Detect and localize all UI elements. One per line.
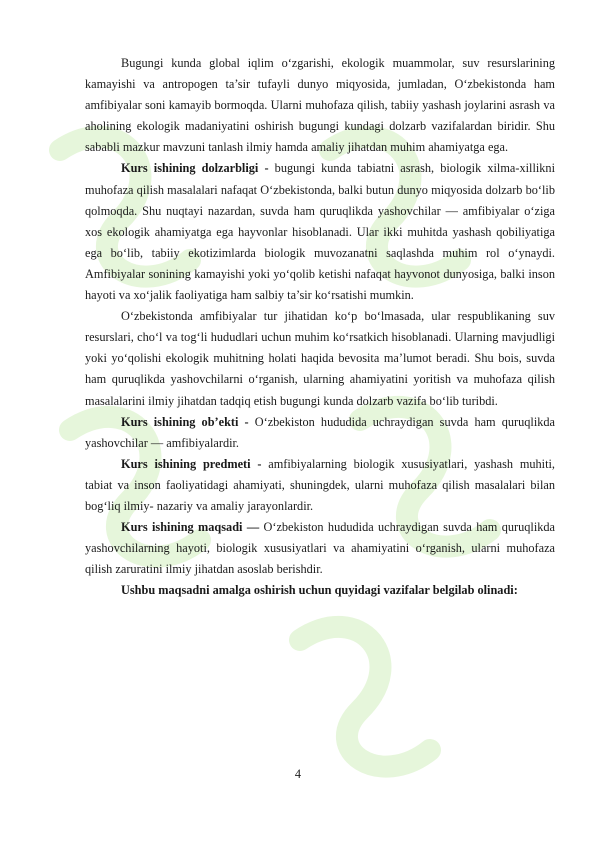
paragraph-text: O‘zbekiston hududida uchraydigan suvda ham quruqlikda yashovchilar — amfibiyalardir. xyxy=(85,414,555,450)
paragraph-lead: Kurs ishining dolzarbligi - xyxy=(121,161,269,176)
paragraph-lead: Kurs ishining ob’ekti - xyxy=(121,414,249,429)
paragraph-lead: Kurs ishining predmeti - xyxy=(121,456,262,471)
paragraph-text: Bugungi kunda global iqlim o‘zgarishi, ekologik muammolar, suv resurslarining kamayishi va antropogen ta’sir tufayli dunyo miqyosida, jumladan, O‘zbekistonda ham amfibiyalar soni kamayib bormoqda. Ularni muhofaza qilish, tabiiy yashash joylarini asrash va aholining ekologik madaniyatini oshirish bugungi kundagi dolzarb vazifalardan biridir. Shu sababli mazkur mavzuni tanlash ilmiy hamda amaliy jihatdan muhim ahamiyatga ega. xyxy=(85,56,555,155)
paragraph-lead: Kurs ishining maqsadi — xyxy=(121,520,260,535)
paragraph-text: O‘zbekiston hududida uchraydigan suvda ham quruqlikda yashovchilarning hayoti, biologik xususiyatlari va ahamiyatini o‘rganish, ularni muhofaza qilish zaruratini ilmiy jihatdan asoslab berishdir. xyxy=(85,520,555,577)
paragraph-tasks xyxy=(85,580,555,601)
paragraph-text: bugungi kunda tabiatni asrash, biologik xilma-xillikni muhofaza qilish masalalari nafaqat O‘zbekistonda, balki butun dunyo miqyosida dolzarb bo‘lib qolmoqda. Shu nuqtayi nazardan, suvda ham quruqlikda yashovchilar — amfibiyalar o‘ziga xos ekologik ahamiyatga ega hayvonlar hisoblanadi. Ular ikki muhitda yashash qobiliyatiga ega bo‘lib, tabiiy ekotizimlarda biologik muvozanatni saqlashda muhim rol o‘ynaydi. Amfibiyalar sonining kamayishi yoki yo‘qolib ketishi nafaqat hayvonot dunyosiga, balki inson hayoti va xo‘jalik faoliyatiga ham salbiy ta’sir ko‘rsatishi mumkin. xyxy=(85,161,555,303)
paragraph-relevance xyxy=(85,158,555,306)
document-body xyxy=(85,53,555,601)
paragraph-goal xyxy=(85,517,555,580)
paragraph-subject xyxy=(85,454,555,517)
paragraph-object xyxy=(85,412,555,454)
paragraph-text: O‘zbekistonda amfibiyalar tur jihatidan ko‘p bo‘lmasada, ular respublikaning suv resurslari, cho‘l va tog‘li hududlari uchun muhim ko‘rsatkich hisoblanadi. Ularning mavjudligi yoki yo‘qolishi ekologik muhitning holati haqida bevosita ma’lumot beradi. Shu bois, suvda ham quruqlikda yashovchilarni o‘rganish, ularning ahamiyatini yoritish va muhofaza qilish masalalarini ilmiy jihatdan tadqiq etish bugungi kunda dolzarb vazifa bo‘lib turibdi. xyxy=(85,309,555,408)
page-number: 4 xyxy=(294,767,302,781)
paragraph-text: amfibiyalarning biologik xususiyatlari, yashash muhiti, tabiat va inson faoliyatidagi ahamiyati, shuningdek, ularni muhofaza qilish masalalari bilan bog‘liq ilmiy- nazariy va amaliy jarayonlardir. xyxy=(85,456,556,513)
watermark-stroke xyxy=(300,627,430,767)
paragraph-lead: Ushbu maqsadni amalga oshirish uchun quyidagi vazifalar belgilab olinadi: xyxy=(121,583,518,598)
paragraph-intro xyxy=(85,53,555,158)
paragraph-uzbekistan xyxy=(85,306,555,411)
